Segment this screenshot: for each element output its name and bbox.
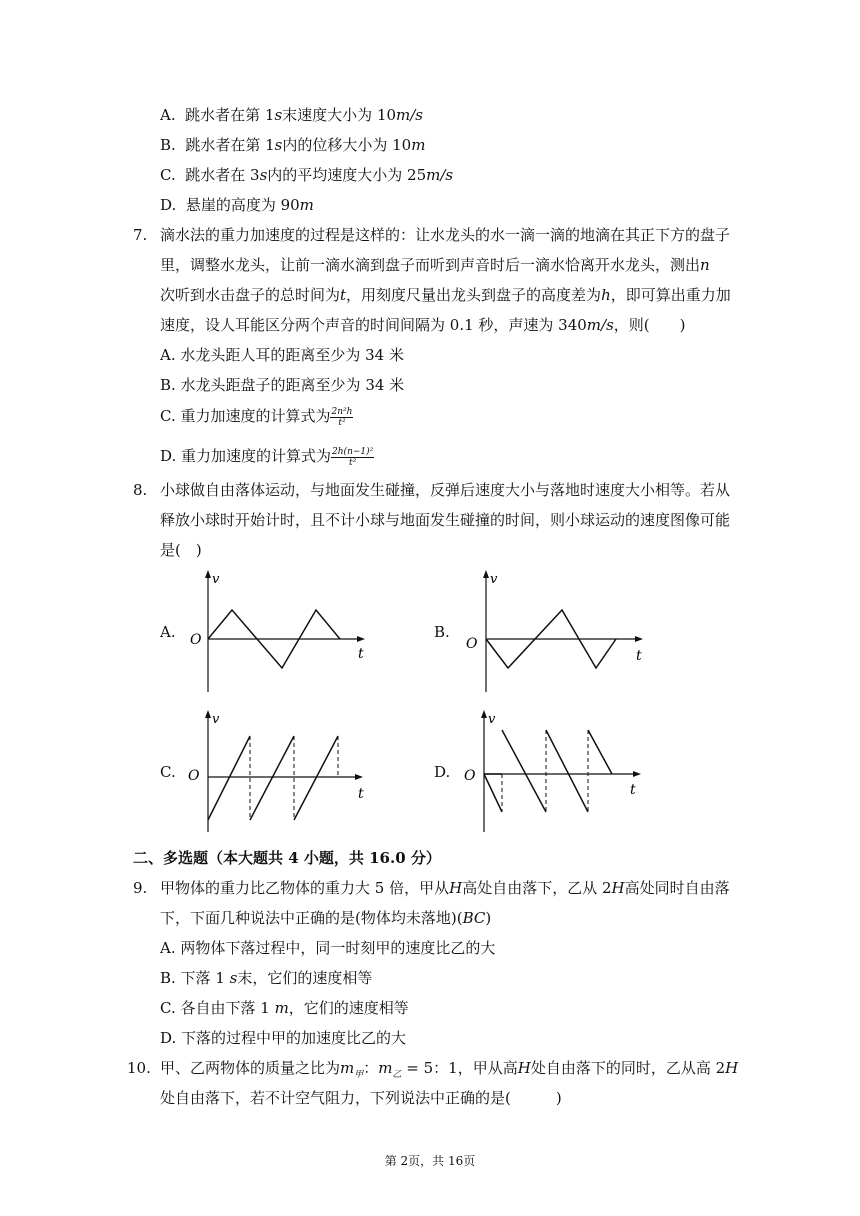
q10-number: 10.	[127, 1059, 151, 1077]
q7-line3: 次听到水击盘子的总时间为t，用刻度尺量出龙头到盘子的高度差为h，即可算出重力加	[160, 286, 731, 304]
q7-option-a: A. 水龙头距人耳的距离至少为 34 米	[160, 346, 404, 364]
q6-option-d: D. 悬崖的高度为 90m	[160, 196, 314, 214]
graph-b-origin: O	[466, 636, 478, 652]
graph-d-v-label: v	[488, 712, 496, 727]
q6-option-a: A. 跳水者在第 1s末速度大小为 10m/s	[160, 106, 424, 124]
graph-b-letter: B.	[434, 623, 450, 641]
graph-a-origin: O	[190, 632, 202, 648]
q6-option-b: B. 跳水者在第 1s内的位移大小为 10m	[160, 136, 426, 154]
q7-line4: 速度，设人耳能区分两个声音的时间间隔为 0.1 秒，声速为 340m/s，则( )	[160, 316, 686, 334]
q9-number: 9.	[133, 879, 148, 897]
graph-d	[458, 708, 658, 838]
graph-b	[460, 568, 660, 698]
q10-line1: 甲、乙两物体的质量之比为$m_甲$：$m_乙 = 5$：1，甲从高H处自由落下的同时，乙从高 2H	[160, 1059, 739, 1080]
graph-c-t-label: t	[358, 786, 364, 802]
q7-option-c: C. 重力加速度的计算式为 $\frac{\text{2n²h}}{\text{t²}}$	[160, 406, 353, 428]
section-2-heading: 二、多选题（本大题共 4 小题，共 16.0 分）	[133, 849, 441, 867]
graph-c-origin: O	[188, 768, 200, 784]
graph-d-letter: D.	[434, 763, 451, 781]
graph-a-t-label: t	[358, 646, 364, 662]
q7-option-d: D. 重力加速度的计算式为 $\frac{\text{2h(n−1)²}}{\text{t²}}$	[160, 446, 374, 468]
q9-option-d: D. 下落的过程中甲的加速度比乙的大	[160, 1029, 407, 1047]
graph-d-t-label: t	[630, 782, 636, 798]
q9-line1: 甲物体的重力比乙物体的重力大 5 倍，甲从H高处自由落下，乙从 2H高处同时自由落	[160, 879, 730, 897]
q7-line2: 里，调整水龙头，让前一滴水滴到盘子而听到声音时后一滴水恰离开水龙头，测出n	[160, 256, 710, 274]
q8-line1: 小球做自由落体运动，与地面发生碰撞，反弹后速度大小与落地时速度大小相等。若从	[160, 481, 731, 499]
q9-option-a: A. 两物体下落过程中，同一时刻甲的速度比乙的大	[160, 939, 496, 957]
q9-option-b: B. 下落 1 s末，它们的速度相等	[160, 969, 373, 987]
graph-b-v-label: v	[490, 572, 498, 587]
graph-d-origin: O	[464, 768, 476, 784]
page-footer: 第 2页，共 16页	[384, 1154, 476, 1168]
graph-c-v-label: v	[212, 712, 220, 727]
q9-line2: 下，下面几种说法中正确的是(物体均未落地)(BC)	[160, 909, 492, 927]
graph-a	[180, 568, 380, 698]
q6-option-c: C. 跳水者在 3s内的平均速度大小为 25m/s	[160, 166, 454, 184]
q8-line2: 释放小球时开始计时，且不计小球与地面发生碰撞的时间，则小球运动的速度图像可能	[160, 511, 731, 529]
q7-line1: 滴水法的重力加速度的过程是这样的：让水龙头的水一滴一滴的地滴在其正下方的盘子	[160, 226, 731, 244]
q8-line3: 是( )	[160, 541, 202, 559]
graph-a-v-label: v	[212, 572, 220, 587]
q7-number: 7.	[133, 226, 148, 244]
q10-line2: 处自由落下，若不计空气阻力，下列说法中正确的是( )	[160, 1089, 562, 1107]
q8-number: 8.	[133, 481, 148, 499]
graph-a-letter: A.	[160, 623, 176, 641]
graph-c-letter: C.	[160, 763, 176, 781]
graph-c	[180, 708, 380, 838]
q9-option-c: C. 各自由下落 1 m，它们的速度相等	[160, 999, 409, 1017]
graph-b-t-label: t	[636, 648, 642, 664]
q7-option-b: B. 水龙头距盘子的距离至少为 34 米	[160, 376, 405, 394]
